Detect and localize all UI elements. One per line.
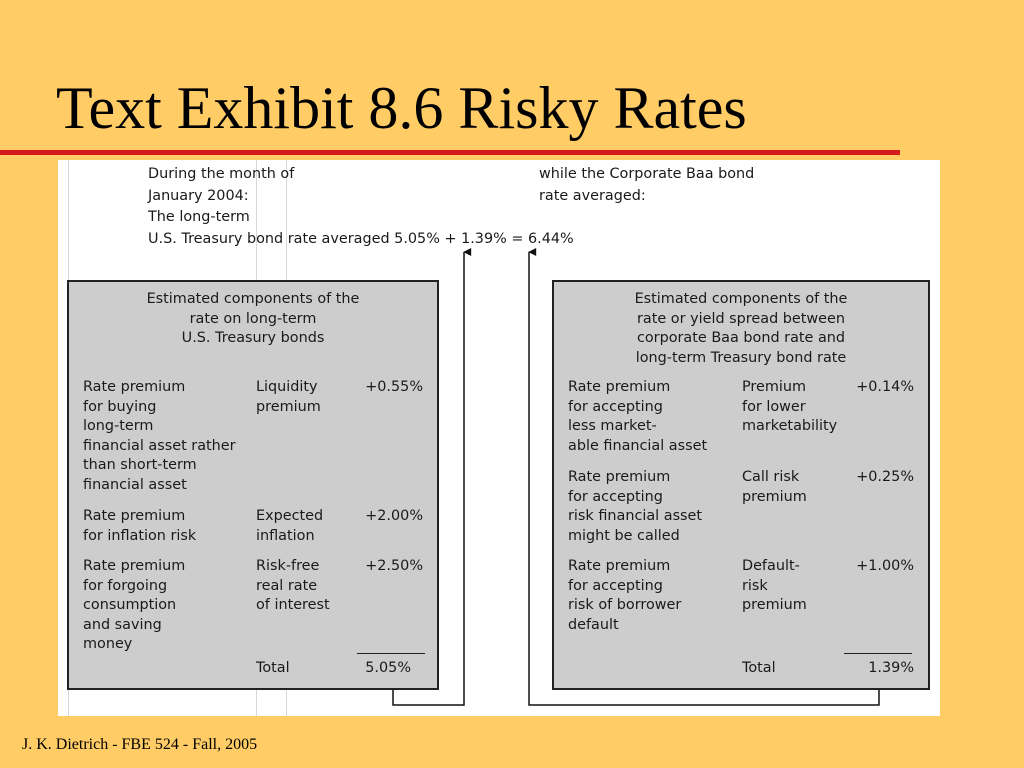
treasury-total-arrow xyxy=(393,252,464,705)
desc-line: for forgoing xyxy=(83,577,168,594)
component-line: premium xyxy=(256,398,321,415)
total-value: 5.05% xyxy=(365,660,411,676)
default-row-value: +1.00% xyxy=(856,558,914,574)
component-line: real rate xyxy=(256,577,318,594)
title-divider xyxy=(0,150,900,155)
exhibit-figure xyxy=(58,160,940,716)
desc-line: and saving xyxy=(83,616,162,633)
desc-line: Rate premium xyxy=(83,558,186,574)
desc-line: risk financial asset xyxy=(568,508,703,524)
component-line: premium xyxy=(742,597,807,613)
component-line: Liquidity xyxy=(256,379,318,395)
desc-line: money xyxy=(83,636,133,652)
total-value: 1.39% xyxy=(868,660,914,676)
intro-equation-line: U.S. Treasury bond rate averaged 5.05% + 1.39% = 6.44% xyxy=(148,230,574,247)
desc-line: less market- xyxy=(568,418,657,434)
desc-line: risk of borrower xyxy=(568,597,682,613)
heading-line: U.S. Treasury bonds xyxy=(181,330,325,346)
desc-line: default xyxy=(568,616,619,633)
heading-line: corporate Baa bond rate and xyxy=(636,330,846,346)
component-line: Risk-free xyxy=(256,558,320,574)
intro-line: while the Corporate Baa bond xyxy=(539,166,755,182)
marketability-row-value: +0.14% xyxy=(856,379,914,395)
component-line: risk xyxy=(742,577,768,594)
desc-line: might be called xyxy=(568,527,680,544)
component-line: Premium xyxy=(742,379,807,395)
total-label: Total xyxy=(256,660,290,676)
component-line: marketability xyxy=(742,418,838,434)
heading-line: Estimated components of the xyxy=(146,291,360,307)
liquidity-row-value: +0.55% xyxy=(365,379,423,395)
inflation-row-value: +2.00% xyxy=(365,508,423,524)
component-line: inflation xyxy=(256,527,315,544)
heading-line: Estimated components of the xyxy=(634,291,848,307)
callrisk-row-value: +0.25% xyxy=(856,469,914,485)
slide-footer: J. K. Dietrich - FBE 524 - Fall, 2005 xyxy=(22,736,258,753)
component-line: for lower xyxy=(742,398,806,415)
slide-title: Text Exhibit 8.6 Risky Rates xyxy=(56,75,747,141)
component-line: Call risk xyxy=(742,469,800,485)
desc-line: long-term xyxy=(83,418,154,434)
spread-total-arrow xyxy=(529,252,879,705)
connector-arrows xyxy=(58,160,940,716)
desc-line: for accepting xyxy=(568,398,663,415)
desc-line: Rate premium xyxy=(568,469,671,485)
intro-line: rate averaged: xyxy=(539,187,646,204)
component-line: premium xyxy=(742,488,807,505)
heading-line: rate or yield spread between xyxy=(636,310,846,327)
desc-line: Rate premium xyxy=(568,379,671,395)
desc-line: for inflation risk xyxy=(83,527,197,544)
desc-line: consumption xyxy=(83,597,177,613)
desc-line: than short-term xyxy=(83,457,197,473)
total-label: Total xyxy=(742,660,776,676)
heading-line: rate on long-term xyxy=(189,310,317,327)
component-line: of interest xyxy=(256,597,330,613)
intro-line: The long-term xyxy=(148,209,250,225)
intro-line: January 2004: xyxy=(148,187,249,204)
desc-line: financial asset rather xyxy=(83,437,236,454)
desc-line: for buying xyxy=(83,398,157,415)
desc-line: for accepting xyxy=(568,488,663,505)
component-line: Default- xyxy=(742,558,800,574)
component-line: Expected xyxy=(256,508,324,524)
heading-line: long-term Treasury bond rate xyxy=(635,349,847,366)
desc-line: able financial asset xyxy=(568,437,708,454)
desc-line: Rate premium xyxy=(568,558,671,574)
desc-line: financial asset xyxy=(83,476,187,493)
desc-line: for accepting xyxy=(568,577,663,594)
intro-line: During the month of xyxy=(148,166,295,182)
desc-line: Rate premium xyxy=(83,379,186,395)
riskfree-row-value: +2.50% xyxy=(365,558,423,574)
desc-line: Rate premium xyxy=(83,508,186,524)
